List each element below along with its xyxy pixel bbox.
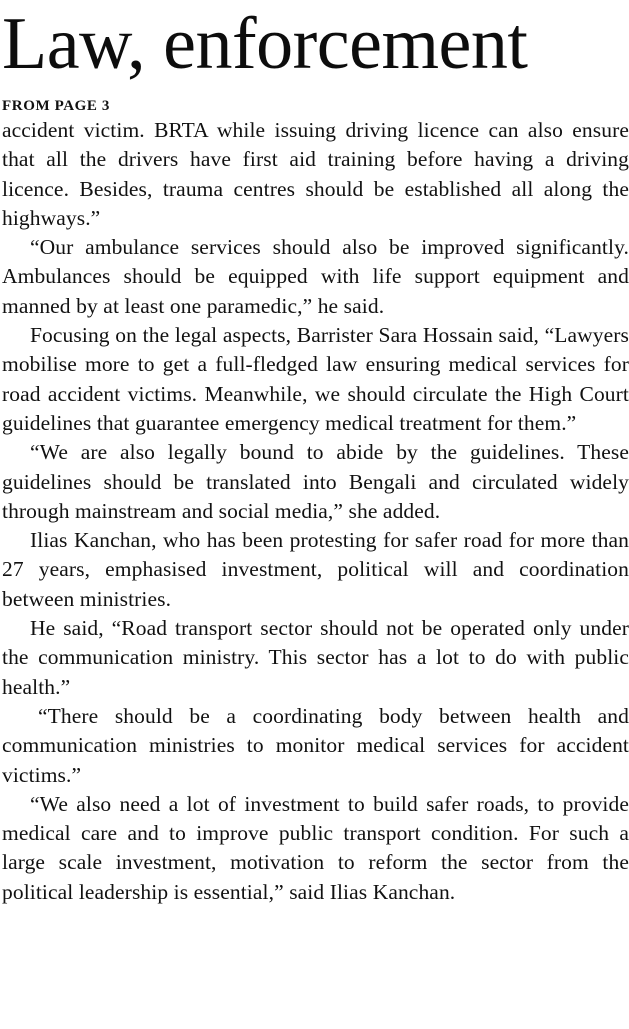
article-paragraph: Focusing on the legal aspects, Barrister Sara Hossain said, “Lawyers mobilise more to get a full-fledged law ensuring medical services for road accident victims. Meanwhile, we should circulate the High Court guidelines that guarantee emergency medical treatment for them.” <box>2 323 629 435</box>
article-body <box>2 116 629 907</box>
article-paragraph: “There should be a coordinating body between health and communication ministries to monitor medical services for accident victims.” <box>2 703 629 787</box>
article-paragraph: “Our ambulance services should also be improved significantly. Ambulances should be equipped with life support equipment and manned by at least one paramedic,” he said. <box>2 235 629 318</box>
article-paragraph: accident victim. BRTA while issuing driving licence can also ensure that all the drivers have first aid training before having a driving licence. Besides, trauma centres should be established all along the highways.” <box>2 118 629 230</box>
headline: Law, enforcement <box>2 3 528 85</box>
article-paragraph: “We also need a lot of investment to build safer roads, to provide medical care and to improve public transport condition. For such a large scale investment, motivation to reform the sector from the political leadership is essential,” said Ilias Kanchan. <box>2 791 629 904</box>
article-paragraph: “We are also legally bound to abide by the guidelines. These guidelines should be translated into Bengali and circulated widely through mainstream and social media,” she added. <box>2 440 629 523</box>
article-paragraph: Ilias Kanchan, who has been protesting for safer road for more than 27 years, emphasised investment, political will and coordination between ministries. <box>2 528 629 611</box>
article-paragraph: He said, “Road transport sector should not be operated only under the communication ministry. This sector has a lot to do with public health.” <box>2 616 629 699</box>
jump-line: FROM PAGE 3 <box>2 98 110 114</box>
